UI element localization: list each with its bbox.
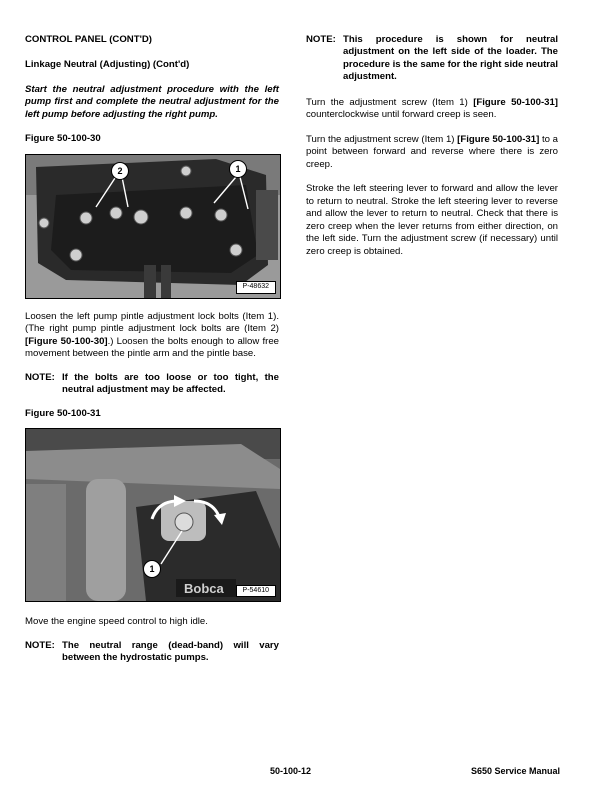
- manual-title: S650 Service Manual: [470, 766, 560, 776]
- note-label: NOTE:: [306, 34, 336, 45]
- callout-1: 1: [143, 560, 161, 578]
- figure2-photo: [25, 428, 281, 602]
- intro-text: Start the neutral adjustment procedure with the left pump first and complete the neutral adjustment for the left pump before adjusting the right pump.: [25, 83, 279, 120]
- turn1-text-2: counterclockwise until forward creep is seen.: [306, 109, 497, 121]
- note-text: If the bolts are too loose or too tight, the neutral adjustment may be affected.: [62, 371, 279, 396]
- brand-logo: Bobca: [184, 581, 224, 597]
- loosen-paragraph: [25, 311, 279, 361]
- turn2-text-1: Turn the adjustment screw (Item 1): [306, 133, 458, 145]
- right-column: [306, 34, 558, 258]
- note-bolts: [25, 372, 279, 397]
- figure-ref-link[interactable]: [Figure 50-100-30]: [25, 335, 108, 347]
- turn-screw-paragraph-1: [306, 97, 558, 122]
- note-text: This procedure is shown for neutral adjustment on the left side of the loader. The procedure is the same for the right side neutral adjustment.: [343, 34, 558, 83]
- turn1-text-1: Turn the adjustment screw (Item 1): [306, 96, 474, 108]
- figure2-photo-id: P-54610: [236, 585, 276, 597]
- figure1-label: Figure 50-100-30: [25, 133, 101, 145]
- note-label: NOTE:: [25, 371, 55, 383]
- turn-screw-paragraph-2: [306, 134, 558, 171]
- figure2-label: Figure 50-100-31: [25, 407, 101, 419]
- loosen-text-2: .) Loosen the bolts enough to allow free movement between the pintle arm and the pintle base.: [25, 335, 279, 360]
- figure-ref-link[interactable]: [Figure 50-100-31]: [473, 96, 558, 108]
- left-column: [25, 34, 279, 665]
- figure-ref-link[interactable]: [Figure 50-100-31]: [457, 133, 540, 145]
- turn2-text-2: to a point between forward and reverse where there is zero creep.: [306, 133, 558, 170]
- note-label: NOTE:: [25, 639, 55, 651]
- loosen-text-1: Loosen the left pump pintle adjustment lock bolts (Item 1). (The right pump pintle adjustment lock bolts are (Item 2): [25, 310, 279, 335]
- engine-paragraph: Move the engine speed control to high idle.: [25, 616, 208, 628]
- subsection-title: Linkage Neutral (Adjusting) (Cont'd): [25, 59, 190, 71]
- note-deadband: [25, 640, 279, 665]
- stroke-paragraph: Stroke the left steering lever to forward and allow the lever to return to neutral. Stroke the left steering lever to reverse and allow the lever to return to neutral. Check that there is zero creep when the lever returns from either direction, on the left side. Turn the adjustment screw (if necessary) until zero creep is obtained.: [306, 183, 558, 257]
- callout-1: 1: [229, 160, 247, 178]
- page-number: 50-100-12: [270, 766, 312, 776]
- figure1-photo-id: P-48632: [236, 281, 276, 293]
- callout-2: 2: [111, 162, 129, 180]
- figure1-photo: [25, 154, 281, 299]
- note-text: The neutral range (dead-band) will vary between the hydrostatic pumps.: [62, 639, 279, 664]
- section-title: CONTROL PANEL (CONT'D): [25, 34, 152, 45]
- note-procedure: [306, 34, 558, 84]
